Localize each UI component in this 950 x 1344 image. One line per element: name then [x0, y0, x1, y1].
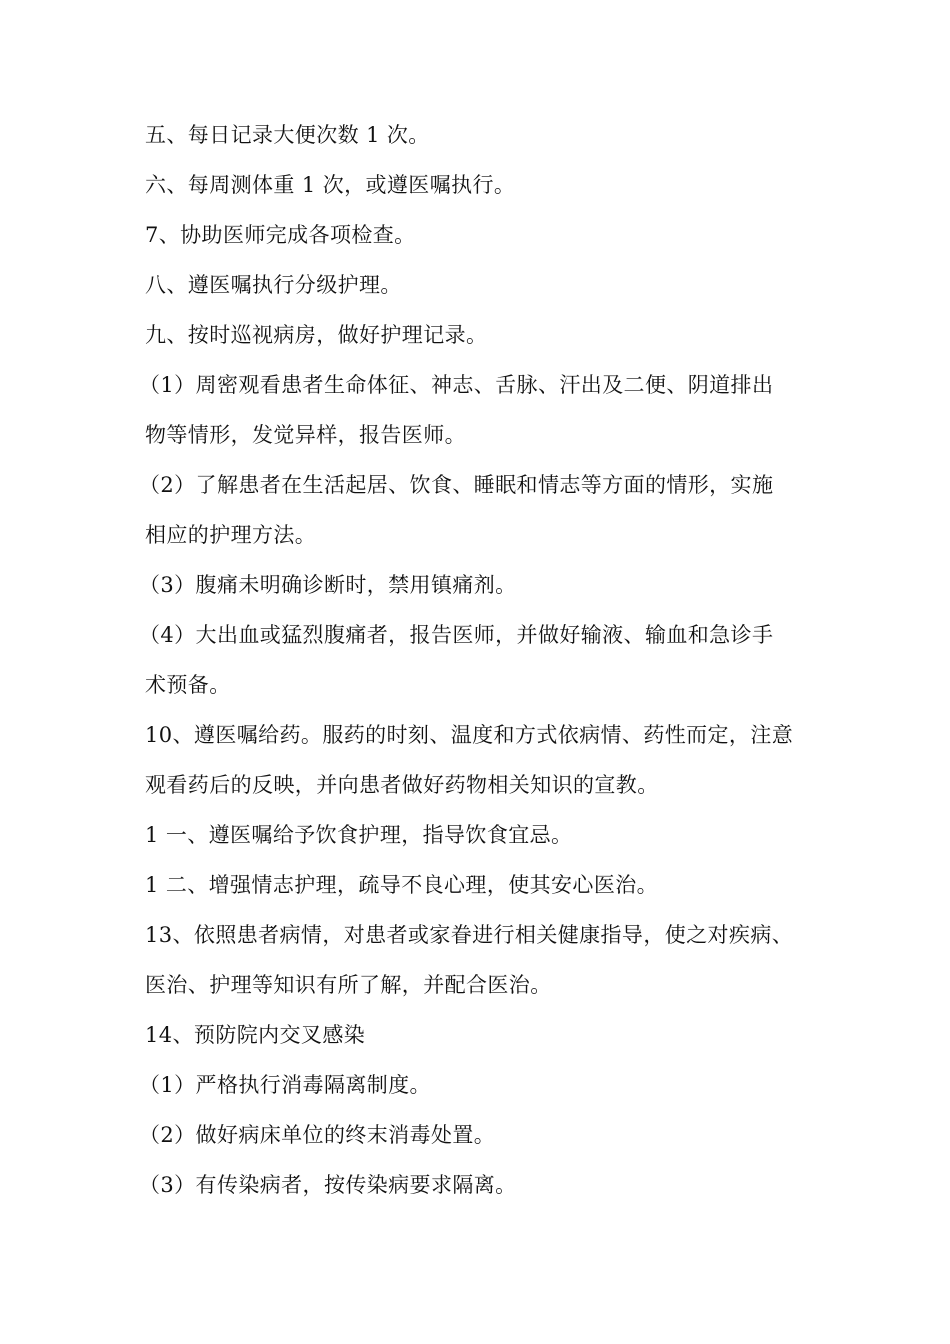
text-line: 术预备。 [145, 673, 231, 697]
text-line: 五、每日记录大便次数 1 次。 [145, 123, 430, 147]
text-line: （1）严格执行消毒隔离制度。 [139, 1073, 431, 1097]
text-line: 相应的护理方法。 [145, 523, 317, 547]
text-line: （3）有传染病者，按传染病要求隔离。 [139, 1173, 517, 1197]
text-line: 九、按时巡视病房，做好护理记录。 [145, 323, 488, 347]
text-line: （3）腹痛未明确诊断时，禁用镇痛剂。 [139, 573, 517, 597]
text-line: 八、遵医嘱执行分级护理。 [145, 273, 402, 297]
text-line: 六、每周测体重 1 次，或遵医嘱执行。 [145, 173, 516, 197]
text-line: （4）大出血或猛烈腹痛者，报告医师，并做好输液、输血和急诊手 [139, 623, 774, 647]
text-line: 物等情形，发觉异样，报告医师。 [145, 423, 466, 447]
text-line: 医治、护理等知识有所了解，并配合医治。 [145, 973, 552, 997]
text-line: 1 一、遵医嘱给予饮食护理，指导饮食宜忌。 [145, 823, 573, 847]
text-line: 观看药后的反映，并向患者做好药物相关知识的宣教。 [145, 773, 659, 797]
text-line: （2）了解患者在生活起居、饮食、睡眠和情志等方面的情形，实施 [139, 473, 774, 497]
text-line: （1）周密观看患者生命体征、神志、舌脉、汗出及二便、阴道排出 [139, 373, 774, 397]
text-line: 7、协助医师完成各项检查。 [145, 223, 416, 247]
document-body [139, 110, 810, 1210]
text-line: 13、依照患者病情，对患者或家眷进行相关健康指导，使之对疾病、 [145, 923, 794, 947]
text-line: 10、遵医嘱给药。服药的时刻、温度和方式依病情、药性而定，注意 [145, 723, 794, 747]
text-line: （2）做好病床单位的终末消毒处置。 [139, 1123, 496, 1147]
text-line: 1 二、增强情志护理，疏导不良心理，使其安心医治。 [145, 873, 659, 897]
text-line: 14、预防院内交叉感染 [145, 1023, 366, 1047]
